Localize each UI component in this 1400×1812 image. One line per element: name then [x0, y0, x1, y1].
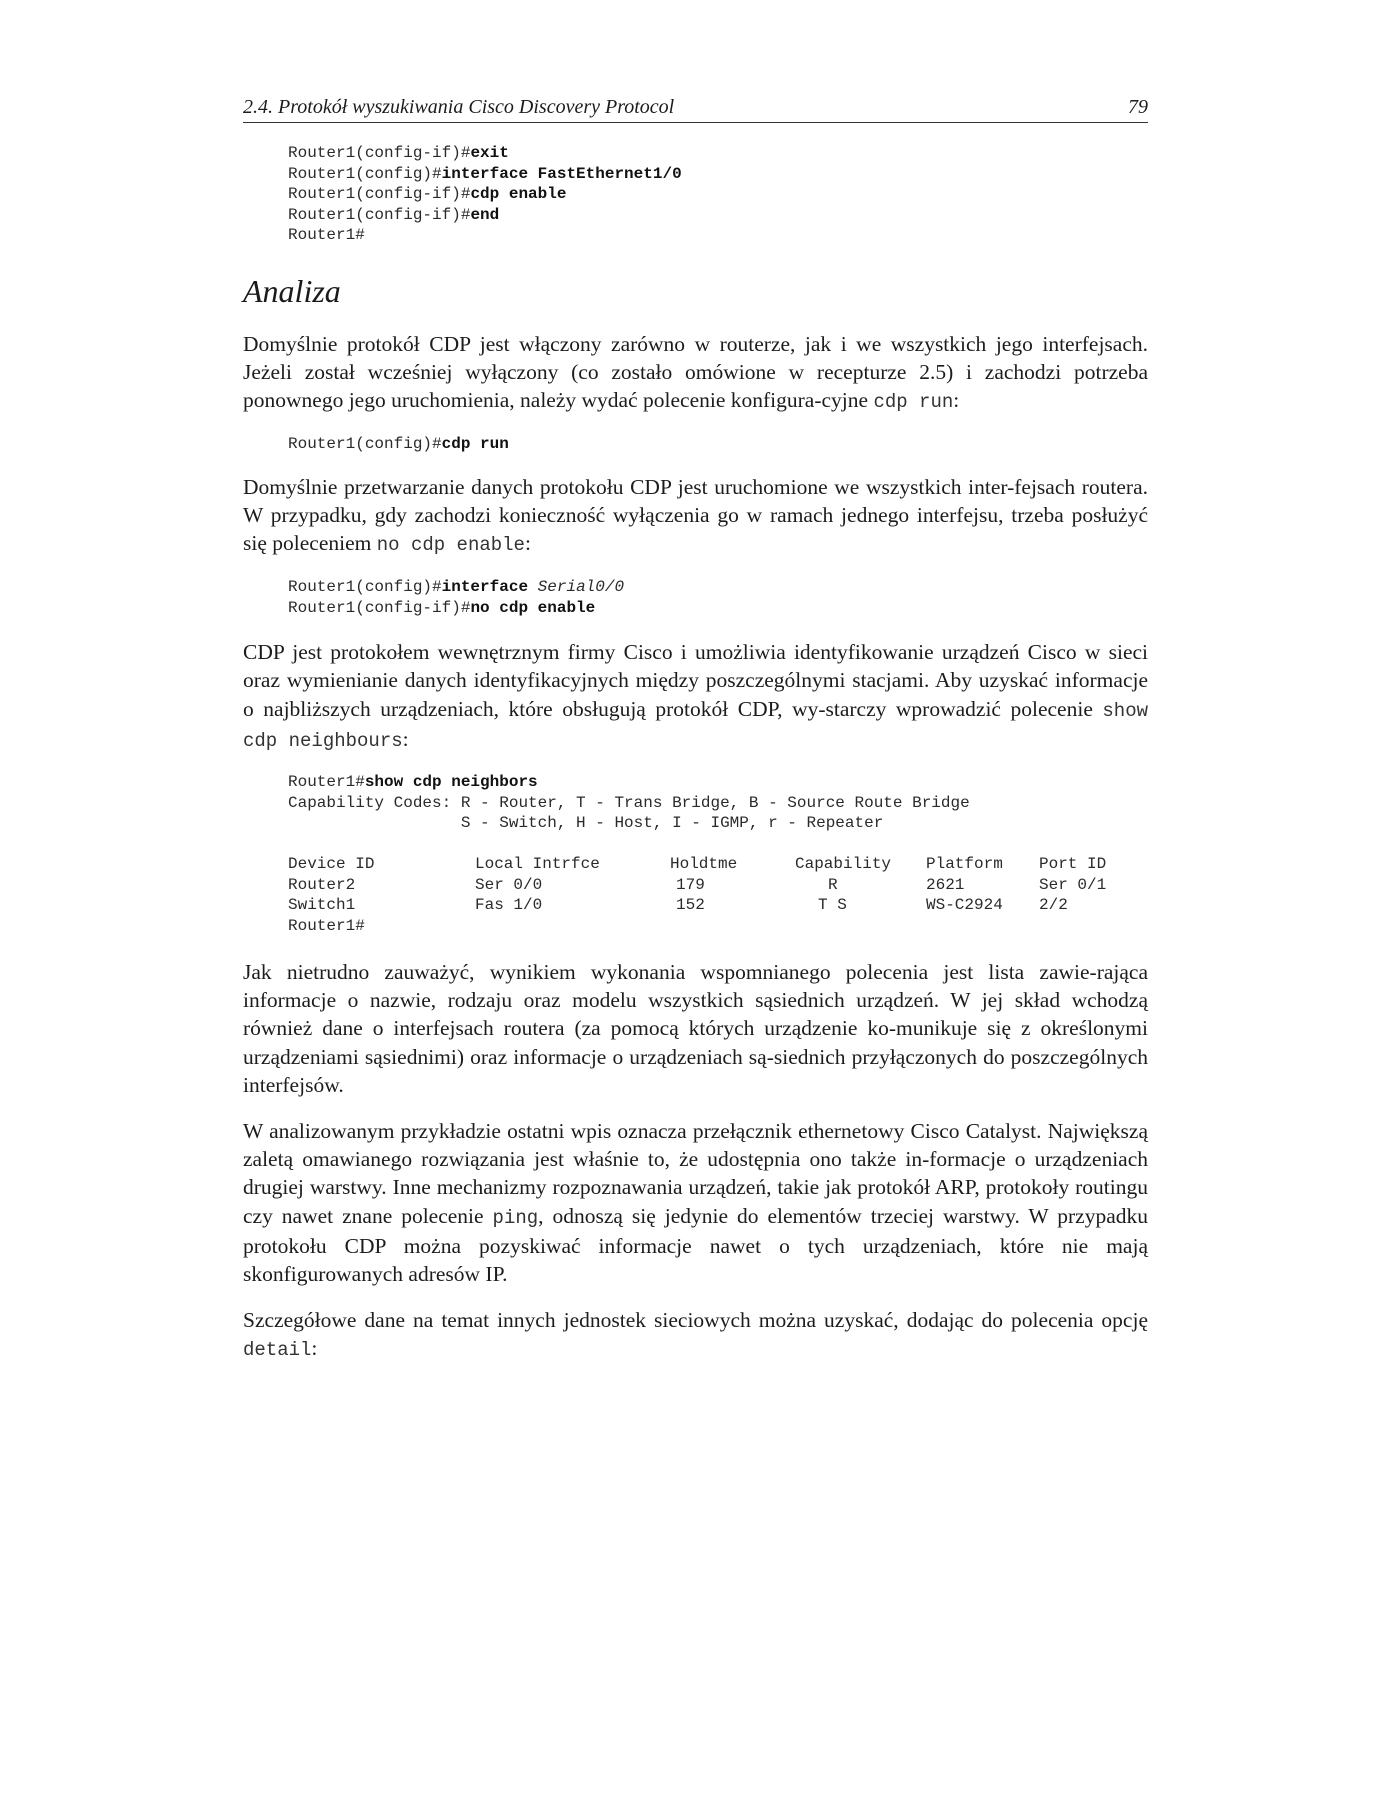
code-block-no-cdp: Router1(config)#interface Serial0/0 Router1(config-if)#no cdp enable — [288, 578, 625, 617]
paragraph: CDP jest protokołem wewnętrznym firmy Cisco i umożliwia identyfikowanie urządzeń Cisco w sieci oraz wymienianie danych identyfikacyjnych między poszczególnymi stacjami. Aby uzyskać informacje o najbliższych urządzeniach, które obsługują protokół CDP, wy-starczy wprowadzić polecenie show cdp neighbours: — [243, 640, 1148, 752]
paragraph: Jak nietrudno zauważyć, wynikiem wykonania wspomnianego polecenia jest lista zawie-rająca informacje o nazwie, rodzaju oraz modelu wszystkich sąsiednich urządzeń. W jej skład wchodzą również dane o interfejsach routera (za pomocą których urządzenie ko-munikuje się z określonymi urządzeniami sąsiednimi) oraz informacje o urządzeniach są-siednich przyłączonych do poszczególnych interfejsów. — [243, 960, 1148, 1097]
code-line: Router1(config-if)#cdp enable — [288, 185, 567, 203]
section-heading: Analiza — [243, 272, 341, 309]
running-header — [243, 92, 1148, 123]
code-line: Router1(config-if)#end — [288, 205, 500, 224]
paragraph: Szczegółowe dane na temat innych jednostek sieciowych można uzyskać, dodając do polecenia opcję detail: — [243, 1308, 1148, 1362]
page — [243, 92, 1148, 1365]
code-line: Router1(config-if)#exit — [288, 144, 509, 162]
code-block-cdp-run: Router1(config)#cdp run — [288, 435, 509, 454]
table-row: Switch1 Fas 1/0 152 T S WS-C2924 2/2 — [288, 896, 1068, 915]
code-line: Router1(config)#interface FastEthernet1/0 — [288, 164, 682, 183]
code-line: Router1# — [288, 226, 365, 244]
page-number: 79 — [1128, 96, 1148, 118]
code-block-show-cdp: Router1#show cdp neighbors Capability Codes: R - Router, T - Trans Bridge, B - Source Route Bridge S - Switch, H - Host, I - IGMP, r - Repeater Device ID Local Intrfce Holdtme Capability Platform Port ID Router2 Ser 0/0 179 R 2621 Ser 0/1 Switch1 Fas 1/0 152 T S WS-C2924 2/2 Router1# — [243, 772, 1148, 936]
code-block-config — [243, 143, 1148, 246]
table-header-row: Device ID Local Intrfce Holdtme Capability Platform Port ID — [288, 855, 1107, 874]
table-row: Router2 Ser 0/0 179 R 2621 Ser 0/1 — [288, 875, 1107, 894]
chapter-title: 2.4. Protokół wyszukiwania Cisco Discovery Protocol — [243, 96, 675, 118]
paragraph: W analizowanym przykładzie ostatni wpis oznacza przełącznik ethernetowy Cisco Catalyst. Największą zaletą omawianego rozwiązania jest właśnie to, że udostępnia ono także in-formacje o urządzeniach drugiej warstwy. Inne mechanizmy rozpoznawania urządzeń, takie jak protokół ARP, protokoły routingu czy nawet znane polecenie ping, odnoszą się jedynie do elementów trzeciej warstwy. W przypadku protokołu CDP można pozyskiwać informacje nawet o tych urządzeniach, które nie mają skonfigurowanych adresów IP. — [243, 1119, 1149, 1287]
paragraph: Domyślnie protokół CDP jest włączony zarówno w routerze, jak i we wszystkich jego interfejsach. Jeżeli został wcześniej wyłączony (co zostało omówione w recepturze 2.5) i zachodzi potrzeba ponownego jego uruchomienia, należy wydać polecenie konfigura-cyjne cdp run: — [243, 331, 1148, 413]
paragraph: Domyślnie przetwarzanie danych protokołu CDP jest uruchomione we wszystkich inter-fejsach routera. W przypadku, gdy zachodzi konieczność wyłączenia go w ramach jednego interfejsu, trzeba posłużyć się poleceniem no cdp enable: — [243, 474, 1148, 557]
